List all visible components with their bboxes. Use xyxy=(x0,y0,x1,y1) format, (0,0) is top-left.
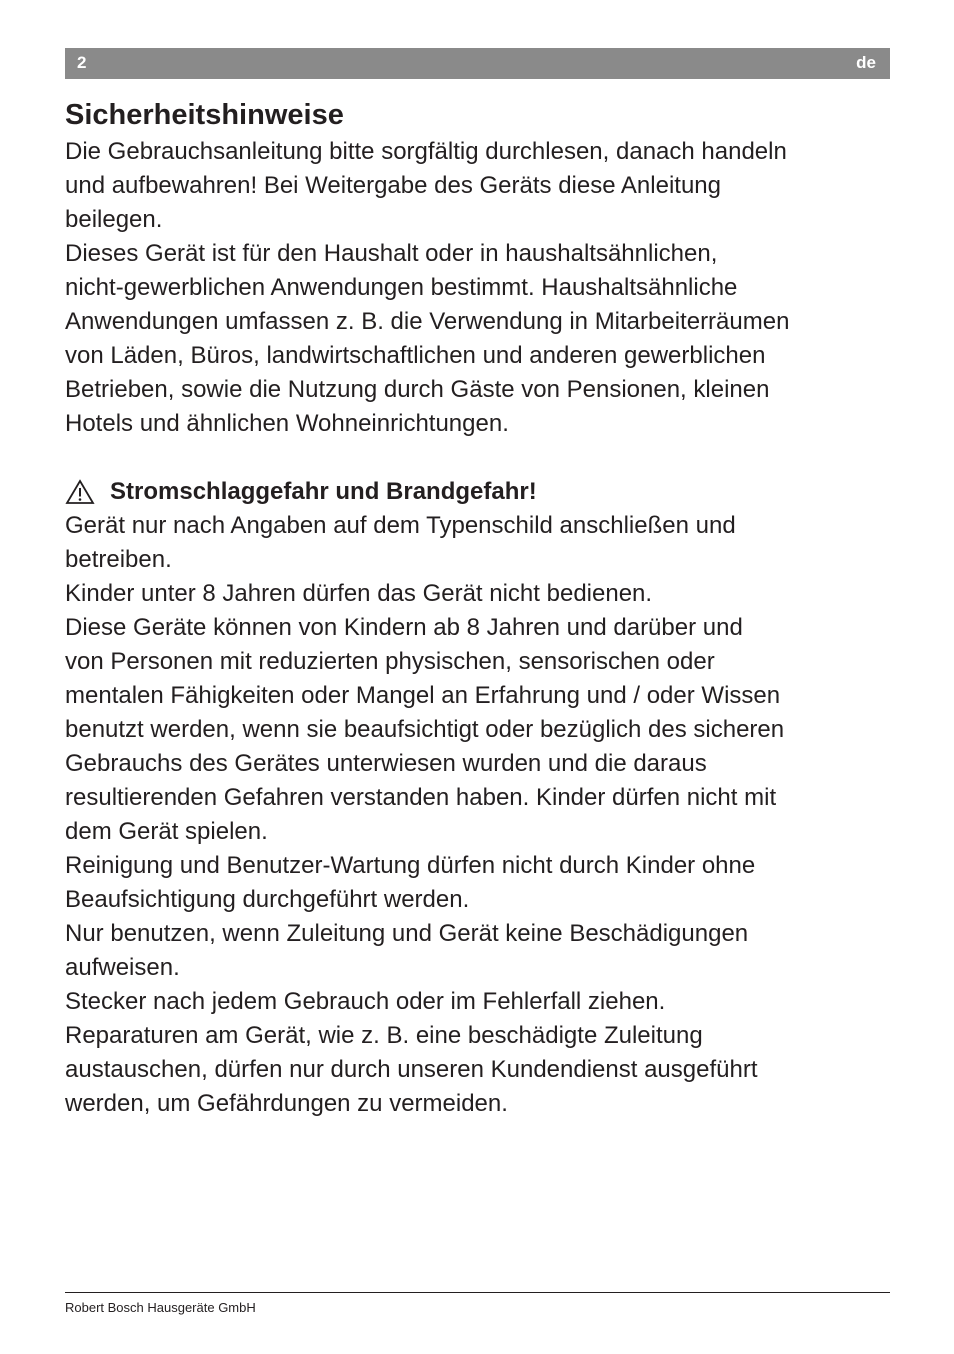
intro-paragraph: Die Gebrauchsanleitung bitte sorgfältig durchlesen, danach handeln und aufbewahren! Bei Weitergabe des Geräts diese Anleitung beilegen. xyxy=(65,138,787,233)
page-header-bar xyxy=(65,48,890,79)
warning-paragraph: Diese Geräte können von Kindern ab 8 Jahren und darüber und von Personen mit reduzierten physischen, sensorischen oder mentalen Fähigkeiten oder Mangel an Erfahrung und / oder Wissen benutzt werden, wenn sie beaufsichtigt oder bezüglich des sicheren Gebrauchs des Gerätes unterwiesen wurden und die daraus resultierenden Gefahren verstanden haben. Kinder dürfen nicht mit dem Gerät spielen. xyxy=(65,614,785,845)
warning-paragraph: Gerät nur nach Angaben auf dem Typenschild anschließen und betreiben. xyxy=(65,512,736,573)
warning-heading xyxy=(65,475,895,509)
warning-paragraph: Kinder unter 8 Jahren dürfen das Gerät nicht bedienen. xyxy=(65,580,653,607)
paragraph-spacer xyxy=(65,441,895,475)
warning-triangle-icon xyxy=(65,479,95,505)
footer-company: Robert Bosch Hausgeräte GmbH xyxy=(65,1300,256,1315)
warning-paragraph: Nur benutzen, wenn Zuleitung und Gerät keine Beschädigungen aufweisen. xyxy=(65,920,749,981)
warning-paragraph: Reparaturen am Gerät, wie z. B. eine beschädigte Zuleitung austauschen, dürfen nur durch unseren Kundendienst ausgeführt werden, um Gefährdungen zu vermeiden. xyxy=(65,1022,758,1117)
warning-paragraph: Reinigung und Benutzer-Wartung dürfen nicht durch Kinder ohne Beaufsichtigung durchgeführt werden. xyxy=(65,852,756,913)
intro-paragraph: Dieses Gerät ist für den Haushalt oder in haushaltsähnlichen, nicht-gewerblichen Anwendungen bestimmt. Haushaltsähnliche Anwendungen umfassen z. B. die Verwendung in Mitarbeiterräumen von Läden, Büros, landwirtschaftlichen und anderen gewerblichen Betrieben, sowie die Nutzung durch Gäste von Pensionen, kleinen Hotels und ähnlichen Wohneinrichtungen. xyxy=(65,240,790,437)
page-number: 2 xyxy=(77,53,87,72)
footer-divider xyxy=(65,1292,890,1293)
warning-heading-text: Stromschlaggefahr und Brandgefahr! xyxy=(110,478,537,505)
section-title: Sicherheitshinweise xyxy=(65,99,344,131)
main-content xyxy=(65,97,895,1121)
warning-paragraph: Stecker nach jedem Gebrauch oder im Fehlerfall ziehen. xyxy=(65,988,666,1015)
language-code: de xyxy=(856,53,876,72)
